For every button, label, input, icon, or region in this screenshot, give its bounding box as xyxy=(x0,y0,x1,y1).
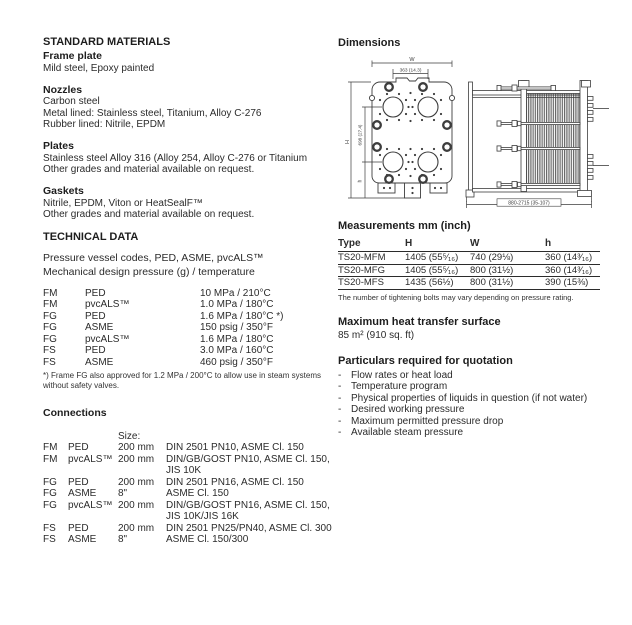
max-heat-transfer-value: 85 m² (910 sq. ft) xyxy=(338,329,415,341)
table-row xyxy=(338,252,600,265)
standard-cell: DIN/GB/GOST PN10, ASME Cl. 150, JIS 10K xyxy=(166,453,330,476)
group-line: Carbon steel xyxy=(43,96,100,107)
list-item-text: Physical properties of liquids in question (if not water) xyxy=(351,392,588,404)
size-cell: 200 mm xyxy=(118,499,155,511)
frame-cell: FM xyxy=(43,299,58,310)
dim-label-w: W xyxy=(409,57,415,63)
frame-cell: FG xyxy=(43,333,57,345)
table-row xyxy=(43,345,343,357)
group-title: Nozzles xyxy=(43,83,83,96)
group-line: Rubber lined: Nitrile, EPDM xyxy=(43,119,166,130)
material-group-frame-plate xyxy=(43,51,343,74)
table-row xyxy=(43,523,343,535)
table-row xyxy=(43,442,343,454)
right-column xyxy=(338,220,610,439)
frame-cell: FG xyxy=(43,488,57,499)
value-cell: 3.0 MPa / 160°C xyxy=(200,345,274,356)
table-row xyxy=(338,277,600,290)
table-row xyxy=(338,265,600,278)
frame-cell: FM xyxy=(43,453,58,465)
code-cell: pvcALS™ xyxy=(68,453,113,465)
code-cell: PED xyxy=(68,442,89,453)
table-header-row xyxy=(338,238,600,252)
h-cell: 360 (14³⁄₁₆) xyxy=(545,252,593,263)
code-cell: PED xyxy=(68,476,89,488)
list-item xyxy=(338,370,610,382)
table-row xyxy=(43,299,343,311)
frame-cell: FM xyxy=(43,442,58,453)
quotation-list xyxy=(338,370,610,439)
col-header-W: W xyxy=(470,238,480,249)
list-item-text: Flow rates or heat load xyxy=(351,369,453,381)
frame-cell: FS xyxy=(43,345,56,356)
frame-cell: FS xyxy=(43,356,56,368)
table-row xyxy=(43,477,343,489)
table-row xyxy=(43,311,343,323)
group-line: Nitrile, EPDM, Viton or HeatSealF™ xyxy=(43,197,203,209)
size-cell: 200 mm xyxy=(118,442,155,453)
technical-data-table xyxy=(43,288,343,369)
table-row xyxy=(43,288,343,300)
bottom-tab xyxy=(405,183,421,198)
left-column xyxy=(43,36,343,546)
size-cell: 8" xyxy=(118,534,128,545)
size-cell: 200 mm xyxy=(118,476,155,488)
measurements-footnote: The number of tightening bolts may vary depending on pressure rating. xyxy=(338,292,574,302)
technical-data-subtitle-2: Mechanical design pressure (g) / temperature xyxy=(43,265,255,278)
frame-cell: FS xyxy=(43,522,56,534)
H-cell: 1405 (55⁵⁄₁₆) xyxy=(405,264,459,276)
type-cell: TS20-MFS xyxy=(338,277,384,288)
h-cell: 360 (14³⁄₁₆) xyxy=(545,264,593,276)
table-row xyxy=(43,500,343,523)
group-line: Stainless steel Alloy 316 (Alloy 254, Alloy C-276 or Titanium xyxy=(43,152,308,164)
port-top-right xyxy=(418,97,438,117)
material-group-gaskets xyxy=(43,186,343,221)
dim-label-length: 880-2715 (35-107) xyxy=(508,200,550,207)
W-cell: 740 (29⅛) xyxy=(470,252,514,263)
group-line: Metal lined: Stainless steel, Titanium, Alloy C-276 xyxy=(43,107,262,119)
front-view-drawing xyxy=(345,55,480,207)
material-group-plates xyxy=(43,141,343,176)
group-title: Plates xyxy=(43,140,74,152)
bullet-dash: - xyxy=(338,404,342,415)
foot-right xyxy=(430,183,447,193)
port-bottom-right xyxy=(418,152,438,172)
measurements-heading: Measurements mm (inch) xyxy=(338,220,471,232)
code-cell: ASME xyxy=(85,322,114,333)
W-cell: 800 (31½) xyxy=(470,277,514,288)
code-cell: PED xyxy=(68,522,89,534)
code-cell: ASME xyxy=(68,488,97,499)
technical-data-footnote: *) Frame FG also approved for 1.2 MPa / 200°C to allow use in steam systems without safety valves. xyxy=(43,370,321,390)
standard-cell: ASME Cl. 150/300 xyxy=(166,534,249,545)
bullet-dash: - xyxy=(338,381,342,392)
bullet-dash: - xyxy=(338,415,342,427)
frame-cell: FG xyxy=(43,499,57,511)
group-title: Gaskets xyxy=(43,185,84,197)
foot-left xyxy=(378,183,395,193)
code-cell: PED xyxy=(85,287,106,299)
list-item-text: Desired working pressure xyxy=(351,404,465,415)
table-row xyxy=(43,322,343,334)
size-cell: 8" xyxy=(118,488,128,499)
table-row xyxy=(43,357,343,369)
h-cell: 390 (15⅜) xyxy=(545,277,589,288)
list-item-text: Temperature program xyxy=(351,381,448,392)
table-row xyxy=(43,488,343,500)
support-leg-left xyxy=(469,82,473,192)
code-cell: PED xyxy=(85,310,106,322)
col-header-type: Type xyxy=(338,238,361,249)
plate-pack xyxy=(527,94,581,186)
code-cell: pvcALS™ xyxy=(68,499,113,511)
type-cell: TS20-MFM xyxy=(338,252,386,263)
bullet-dash: - xyxy=(338,369,342,381)
bolt-tips xyxy=(588,97,594,180)
list-item xyxy=(338,416,610,428)
code-cell: PED xyxy=(85,345,106,356)
standard-cell: DIN 2501 PN10, ASME Cl. 150 xyxy=(166,442,304,453)
frame-cell: FG xyxy=(43,322,57,333)
side-view-drawing xyxy=(465,60,610,212)
code-cell: ASME xyxy=(68,534,97,545)
W-cell: 800 (31½) xyxy=(470,264,514,276)
size-cell: 200 mm xyxy=(118,453,155,465)
standard-cell: DIN 2501 PN16, ASME Cl. 150 xyxy=(166,476,304,488)
list-item xyxy=(338,404,610,416)
value-cell: 1.0 MPa / 180°C xyxy=(200,299,274,310)
port-top-left xyxy=(383,97,403,117)
H-cell: 1435 (56½) xyxy=(405,277,454,288)
table-row xyxy=(43,454,343,477)
group-line: Mild steel, Epoxy painted xyxy=(43,62,155,74)
standard-cell: DIN/GB/GOST PN16, ASME Cl. 150, JIS 10K/JIS 16K xyxy=(166,499,330,522)
value-cell: 150 psig / 350°F xyxy=(200,322,273,333)
port-bottom-left xyxy=(383,152,403,172)
value-cell: 1.6 MPa / 180°C *) xyxy=(200,310,284,322)
group-line: Other grades and material available on request. xyxy=(43,164,255,175)
table-row xyxy=(43,534,343,546)
connections-heading: Connections xyxy=(43,406,107,419)
list-item-text: Available steam pressure xyxy=(351,427,464,438)
table-row xyxy=(43,334,343,346)
group-title: Frame plate xyxy=(43,50,102,62)
value-cell: 10 MPa / 210°C xyxy=(200,287,271,299)
quotation-heading: Particulars required for quotation xyxy=(338,354,513,367)
type-cell: TS20-MFG xyxy=(338,264,385,276)
frame-cell: FM xyxy=(43,287,58,299)
material-group-nozzles xyxy=(43,85,343,131)
support-column xyxy=(580,81,588,196)
list-item xyxy=(338,381,610,393)
frame-cell: FG xyxy=(43,476,57,488)
frame-cell: FS xyxy=(43,534,56,545)
size-cell: 200 mm xyxy=(118,522,155,534)
dim-label-port-span: 698 (27.4) xyxy=(357,124,363,146)
list-item-text: Maximum permitted pressure drop xyxy=(351,415,504,427)
code-cell: pvcALS™ xyxy=(85,299,130,310)
list-item xyxy=(338,393,610,405)
bullet-dash: - xyxy=(338,392,342,404)
max-heat-transfer-heading: Maximum heat transfer surface xyxy=(338,315,501,328)
technical-data-subtitle-1: Pressure vessel codes, PED, ASME, pvcALS™ xyxy=(43,251,264,264)
measurements-table xyxy=(338,238,600,290)
standard-cell: ASME Cl. 150 xyxy=(166,488,229,499)
dim-label-height: H xyxy=(345,140,351,144)
col-header-H: H xyxy=(405,238,413,249)
technical-data-heading: TECHNICAL DATA xyxy=(43,230,139,243)
connections-table xyxy=(43,442,343,546)
standard-cell: DIN 2501 PN25/PN40, ASME Cl. 300 xyxy=(166,522,332,534)
dim-label-lower: h xyxy=(357,179,364,183)
code-cell: pvcALS™ xyxy=(85,333,130,345)
H-cell: 1405 (55⁵⁄₁₆) xyxy=(405,252,459,263)
list-item xyxy=(338,427,610,439)
connections-size-header: Size: xyxy=(118,430,141,442)
standard-materials-heading: STANDARD MATERIALS xyxy=(43,36,171,48)
group-line: Other grades and material available on request. xyxy=(43,209,255,220)
col-header-h: h xyxy=(545,238,552,249)
frame-cell: FG xyxy=(43,310,57,322)
dim-label-top-width: 363 (14.3) xyxy=(399,68,422,74)
pressure-plate xyxy=(521,81,527,192)
dimensions-heading: Dimensions xyxy=(338,37,401,49)
value-cell: 460 psig / 350°F xyxy=(200,356,273,368)
code-cell: ASME xyxy=(85,356,114,368)
value-cell: 1.6 MPa / 180°C xyxy=(200,333,274,345)
bullet-dash: - xyxy=(338,427,342,438)
stud-hole-dots xyxy=(379,92,442,194)
